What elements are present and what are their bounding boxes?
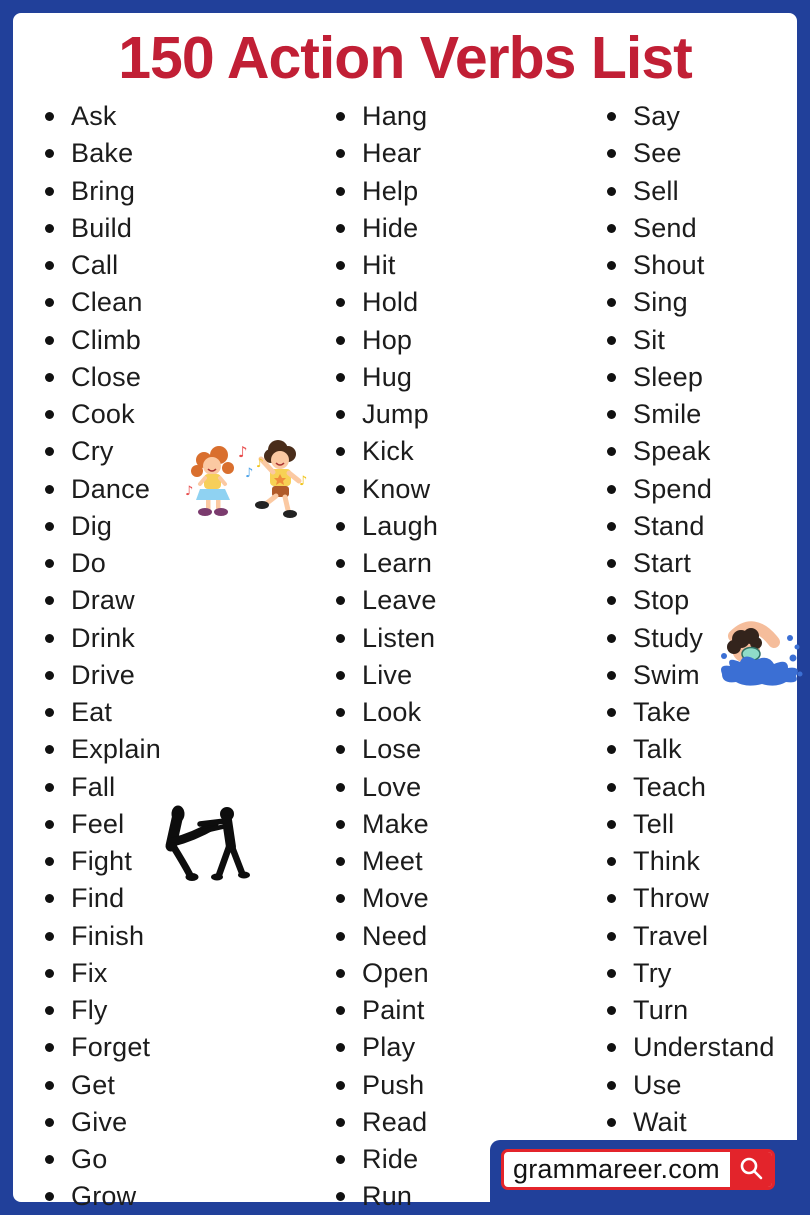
verb-label: Swim [633, 659, 700, 690]
verb-label: Call [71, 250, 119, 281]
verb-label: Understand [633, 1032, 775, 1063]
bullet-dot [45, 112, 54, 121]
verb-label: Draw [71, 585, 135, 616]
list-item [332, 173, 438, 210]
bullet-dot [607, 1081, 616, 1090]
bullet-dot [45, 745, 54, 754]
list-item [603, 806, 775, 843]
verb-label: Shout [633, 250, 705, 281]
bullet-dot [607, 671, 616, 680]
bullet-dot [45, 708, 54, 717]
verb-label: Fix [71, 957, 108, 988]
bullet-dot [336, 1006, 345, 1015]
page-title: 150 Action Verbs List [118, 25, 692, 91]
verb-label: Know [362, 473, 431, 504]
bullet-dot [607, 1043, 616, 1052]
list-item [41, 284, 161, 321]
verb-label: Talk [633, 734, 682, 765]
verb-label: Get [71, 1069, 116, 1100]
list-item [603, 173, 775, 210]
list-item [41, 1029, 161, 1066]
verb-label: Stand [633, 510, 705, 541]
verb-label: Speak [633, 436, 711, 467]
verb-label: Move [362, 883, 429, 914]
list-item [41, 508, 161, 545]
bullet-dot [607, 969, 616, 978]
bullet-dot [336, 708, 345, 717]
list-item [332, 1067, 438, 1104]
list-item [41, 98, 161, 135]
list-item [603, 359, 775, 396]
list-item [41, 1067, 161, 1104]
list-item [332, 769, 438, 806]
bullet-dot [45, 149, 54, 158]
verb-label: Forget [71, 1032, 151, 1063]
list-item [603, 135, 775, 172]
verb-label: Open [362, 957, 429, 988]
list-item [41, 806, 161, 843]
verb-label: Listen [362, 622, 436, 653]
verb-label: Dig [71, 510, 113, 541]
verb-label: Stop [633, 585, 690, 616]
verbs-column-2 [332, 98, 438, 1215]
list-item [332, 806, 438, 843]
bullet-dot [45, 373, 54, 382]
verb-label: Turn [633, 995, 689, 1026]
list-item [603, 545, 775, 582]
bullet-dot [336, 745, 345, 754]
list-item [332, 918, 438, 955]
bullet-dot [336, 149, 345, 158]
verb-label: Bring [71, 175, 136, 206]
search-icon [738, 1155, 764, 1184]
bullet-dot [336, 1155, 345, 1164]
bullet-dot [336, 1081, 345, 1090]
bullet-dot [45, 298, 54, 307]
bullet-dot [45, 783, 54, 792]
bullet-dot [45, 596, 54, 605]
list-item [332, 620, 438, 657]
bullet-dot [336, 783, 345, 792]
verb-label: Finish [71, 920, 145, 951]
bullet-dot [607, 447, 616, 456]
bullet-dot [45, 485, 54, 494]
verb-label: Take [633, 697, 691, 728]
bullet-dot [45, 447, 54, 456]
list-item [332, 1104, 438, 1141]
search-bar [501, 1149, 775, 1190]
bullet-dot [336, 187, 345, 196]
verb-label: Find [71, 883, 125, 914]
bullet-dot [45, 820, 54, 829]
list-item [603, 471, 775, 508]
list-item [41, 582, 161, 619]
bullet-dot [607, 559, 616, 568]
verb-label: Eat [71, 697, 113, 728]
verb-label: Hide [362, 212, 419, 243]
verb-label: Read [362, 1106, 428, 1137]
bullet-dot [45, 932, 54, 941]
list-item [332, 359, 438, 396]
list-item [603, 1029, 775, 1066]
search-button[interactable] [730, 1152, 772, 1187]
list-item [603, 955, 775, 992]
list-item [41, 1104, 161, 1141]
verb-label: Hold [362, 287, 419, 318]
list-item [332, 284, 438, 321]
list-item [332, 843, 438, 880]
list-item [41, 359, 161, 396]
bullet-dot [336, 820, 345, 829]
verb-label: Need [362, 920, 428, 951]
verb-label: Play [362, 1032, 416, 1063]
bullet-dot [45, 1081, 54, 1090]
bullet-dot [336, 298, 345, 307]
verb-label: Dance [71, 473, 151, 504]
bullet-dot [45, 1043, 54, 1052]
bullet-dot [45, 187, 54, 196]
verb-label: Use [633, 1069, 682, 1100]
list-item [41, 694, 161, 731]
bullet-dot [336, 447, 345, 456]
list-item [603, 247, 775, 284]
bullet-dot [336, 522, 345, 531]
verb-label: Kick [362, 436, 414, 467]
verbs-column-1 [41, 98, 161, 1215]
bullet-dot [607, 522, 616, 531]
list-item [41, 210, 161, 247]
list-item [41, 620, 161, 657]
content-area [13, 13, 797, 1212]
bullet-dot [607, 894, 616, 903]
list-item [41, 173, 161, 210]
verb-label: Teach [633, 771, 707, 802]
bullet-dot [336, 1192, 345, 1201]
list-item [332, 433, 438, 470]
bullet-dot [607, 783, 616, 792]
verb-label: Think [633, 846, 701, 877]
svg-text:♪: ♪ [299, 474, 308, 489]
bullet-dot [336, 410, 345, 419]
verb-label: Hear [362, 138, 422, 169]
bullet-dot [607, 336, 616, 345]
list-item [41, 322, 161, 359]
bullet-dot [45, 261, 54, 270]
verb-label: Ride [362, 1144, 419, 1175]
bullet-dot [607, 708, 616, 717]
verb-label: Feel [71, 808, 125, 839]
verb-label: Cook [71, 399, 135, 430]
list-item [332, 880, 438, 917]
bullet-dot [607, 857, 616, 866]
list-item [603, 1067, 775, 1104]
verb-label: Love [362, 771, 422, 802]
verb-label: Say [633, 101, 681, 132]
list-item [332, 1178, 438, 1215]
svg-text:♪: ♪ [256, 456, 264, 470]
bullet-dot [607, 485, 616, 494]
list-item [603, 992, 775, 1029]
verb-label: Run [362, 1181, 413, 1212]
bullet-dot [336, 596, 345, 605]
verb-label: Tell [633, 808, 675, 839]
list-item [332, 694, 438, 731]
list-item [332, 471, 438, 508]
verb-label: Make [362, 808, 429, 839]
bullet-dot [607, 224, 616, 233]
bullet-dot [45, 336, 54, 345]
verb-label: Learn [362, 548, 433, 579]
list-item [332, 135, 438, 172]
verb-label: Live [362, 659, 413, 690]
list-item [332, 731, 438, 768]
verb-label: Hit [362, 250, 396, 281]
verb-label: Laugh [362, 510, 439, 541]
verb-label: Cry [71, 436, 114, 467]
bullet-dot [336, 1118, 345, 1127]
list-item [603, 880, 775, 917]
list-item [332, 396, 438, 433]
list-item [603, 322, 775, 359]
list-item [603, 582, 775, 619]
list-item [332, 508, 438, 545]
list-item [603, 918, 775, 955]
verb-label: Go [71, 1144, 108, 1175]
verb-label: Sleep [633, 361, 704, 392]
verb-label: Push [362, 1069, 425, 1100]
bullet-dot [336, 671, 345, 680]
verb-label: Close [71, 361, 142, 392]
list-item [332, 210, 438, 247]
bullet-dot [336, 634, 345, 643]
list-item [41, 433, 161, 470]
list-item [603, 98, 775, 135]
list-item [332, 657, 438, 694]
bullet-dot [607, 634, 616, 643]
bullet-dot [45, 522, 54, 531]
verb-label: Clean [71, 287, 143, 318]
bullet-dot [336, 894, 345, 903]
list-item [41, 1141, 161, 1178]
list-item [41, 135, 161, 172]
verb-label: Smile [633, 399, 702, 430]
bullet-dot [45, 671, 54, 680]
bullet-dot [607, 112, 616, 121]
verb-label: Build [71, 212, 133, 243]
bullet-dot [45, 224, 54, 233]
bullet-dot [336, 261, 345, 270]
bullet-dot [45, 1118, 54, 1127]
list-item [603, 1104, 775, 1141]
bullet-dot [607, 1006, 616, 1015]
fight-silhouette-illustration [163, 804, 258, 887]
verb-label: Spend [633, 473, 713, 504]
list-item [41, 918, 161, 955]
list-item [41, 657, 161, 694]
svg-text:♪: ♪ [238, 443, 248, 461]
list-item [41, 843, 161, 880]
dancing-kids-illustration [183, 437, 313, 524]
bullet-dot [45, 559, 54, 568]
bullet-dot [607, 1118, 616, 1127]
list-item [41, 1178, 161, 1215]
verb-label: Try [633, 957, 672, 988]
verb-label: Hang [362, 101, 428, 132]
verb-label: Study [633, 622, 704, 653]
list-item [41, 880, 161, 917]
bullet-dot [45, 634, 54, 643]
verb-label: Ask [71, 101, 117, 132]
verb-label: Grow [71, 1181, 137, 1212]
bullet-dot [336, 373, 345, 382]
verb-label: Fall [71, 771, 116, 802]
list-item [603, 210, 775, 247]
verb-label: Help [362, 175, 419, 206]
list-item [603, 396, 775, 433]
bullet-dot [607, 932, 616, 941]
verb-label: Look [362, 697, 422, 728]
list-item [332, 582, 438, 619]
bullet-dot [336, 969, 345, 978]
list-item [332, 1029, 438, 1066]
verb-label: See [633, 138, 682, 169]
verb-label: Send [633, 212, 697, 243]
verb-label: Sit [633, 324, 666, 355]
verb-label: Fight [71, 846, 133, 877]
list-item [603, 769, 775, 806]
verb-label: Bake [71, 138, 134, 169]
bullet-dot [336, 224, 345, 233]
bullet-dot [45, 969, 54, 978]
bullet-dot [607, 261, 616, 270]
bullet-dot [336, 932, 345, 941]
bullet-dot [336, 1043, 345, 1052]
bullet-dot [336, 559, 345, 568]
bullet-dot [45, 857, 54, 866]
bullet-dot [336, 485, 345, 494]
list-item [603, 731, 775, 768]
verb-label: Start [633, 548, 692, 579]
verb-label: Travel [633, 920, 709, 951]
bullet-dot [607, 298, 616, 307]
verb-label: Do [71, 548, 106, 579]
list-item [332, 992, 438, 1029]
list-item [603, 433, 775, 470]
bullet-dot [607, 187, 616, 196]
verb-label: Drive [71, 659, 136, 690]
list-item [41, 731, 161, 768]
bullet-dot [607, 820, 616, 829]
list-item [41, 471, 161, 508]
bullet-dot [607, 149, 616, 158]
list-item [41, 396, 161, 433]
list-item [332, 955, 438, 992]
list-item [603, 284, 775, 321]
verb-label: Fly [71, 995, 108, 1026]
verb-label: Hug [362, 361, 413, 392]
list-item [41, 955, 161, 992]
verb-label: Throw [633, 883, 710, 914]
verb-label: Explain [71, 734, 161, 765]
list-item [332, 322, 438, 359]
bullet-dot [45, 1155, 54, 1164]
bullet-dot [45, 410, 54, 419]
verb-label: Wait [633, 1106, 687, 1137]
bullet-dot [607, 410, 616, 419]
swimmer-illustration [716, 616, 804, 696]
footer-panel [490, 1140, 797, 1202]
list-item [41, 992, 161, 1029]
verb-label: Sell [633, 175, 679, 206]
bullet-dot [336, 336, 345, 345]
list-item [603, 694, 775, 731]
bullet-dot [336, 112, 345, 121]
list-item [332, 98, 438, 135]
bullet-dot [45, 1006, 54, 1015]
verb-label: Drink [71, 622, 136, 653]
list-item [332, 1141, 438, 1178]
verb-label: Meet [362, 846, 423, 877]
verb-label: Hop [362, 324, 413, 355]
verb-label: Jump [362, 399, 429, 430]
website-label: grammareer.com [513, 1154, 720, 1184]
svg-text:♪: ♪ [245, 466, 254, 481]
verb-label: Climb [71, 324, 142, 355]
svg-text:♪: ♪ [185, 484, 194, 499]
verb-label: Sing [633, 287, 688, 318]
verb-label: Lose [362, 734, 422, 765]
list-item [41, 247, 161, 284]
list-item [332, 247, 438, 284]
verb-label: Paint [362, 995, 425, 1026]
bullet-dot [607, 596, 616, 605]
list-item [603, 843, 775, 880]
bullet-dot [607, 745, 616, 754]
verb-label: Leave [362, 585, 437, 616]
list-item [332, 545, 438, 582]
bullet-dot [607, 373, 616, 382]
bullet-dot [45, 894, 54, 903]
list-item [41, 545, 161, 582]
verb-label: Give [71, 1106, 128, 1137]
bullet-dot [45, 1192, 54, 1201]
list-item [41, 769, 161, 806]
bullet-dot [336, 857, 345, 866]
list-item [603, 508, 775, 545]
